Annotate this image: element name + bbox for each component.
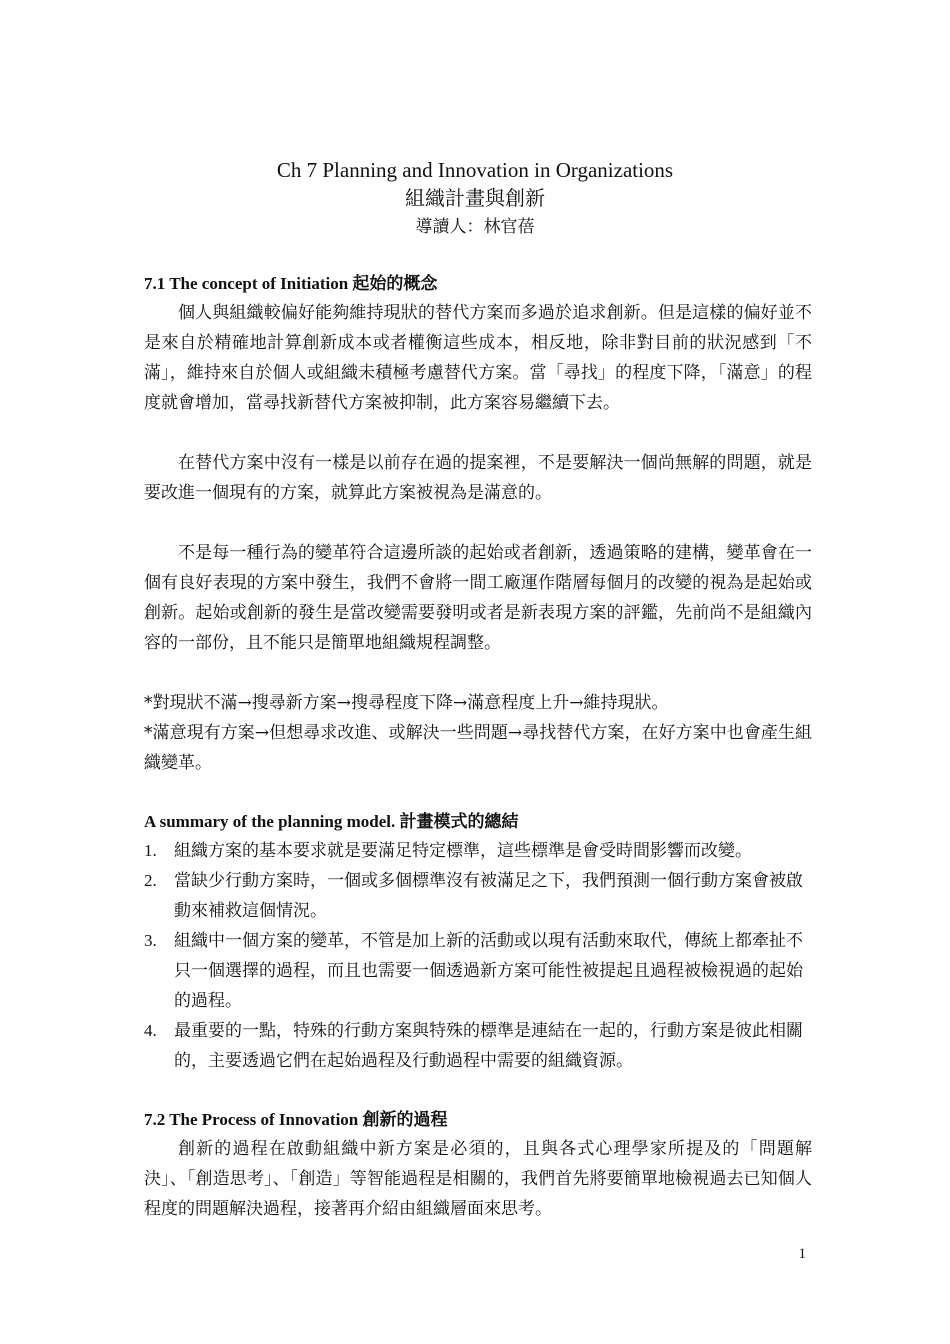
summary-heading-en: A summary of the planning model. (144, 812, 400, 831)
title-english: Ch 7 Planning and Innovation in Organizations (276, 158, 674, 182)
section-heading-en: 7.1 The concept of Initiation (144, 274, 353, 293)
list-number: 2. (144, 871, 157, 890)
spacer (144, 418, 812, 448)
list-number: 4. (144, 1021, 157, 1040)
title-block (0, 156, 950, 242)
list-text: 組織方案的基本要求就是要滿足特定標準，這些標準是會受時間影響而改變。 (174, 841, 752, 861)
section-heading-en: 7.2 The Process of Innovation (144, 1110, 363, 1129)
list-text: 組織中一個方案的變革，不管是加上新的活動或以現有活動來取代，傳統上都牽扯不只一個選擇的過程，而且也需要一個透過新方案可能性被提起且過程被檢視過的起始的過程。 (174, 931, 803, 1011)
list-text: 當缺少行動方案時，一個或多個標準沒有被滿足之下，我們預測一個行動方案會被啟動來補救這個情況。 (174, 871, 803, 921)
section-heading-zh: 起始的概念 (352, 274, 438, 294)
summary-heading-zh: 計畫模式的總結 (399, 812, 519, 832)
paragraph: 在替代方案中沒有一樣是以前存在過的提案裡，不是要解決一個尚無解的問題，就是要改進一個現有的方案，就算此方案被視為是滿意的。 (144, 453, 812, 503)
title-chinese: 組織計畫與創新 (405, 186, 545, 210)
paragraph: 創新的過程在啟動組織中新方案是必須的，且與各式心理學家所提及的「問題解決」、「創造思考」、「創造」等智能過程是相關的，我們首先將要簡單地檢視過去已知個人程度的問題解決過程，接著再介紹由組織層面來思考。 (144, 1139, 812, 1219)
spacer (144, 508, 812, 538)
paragraph: 個人與組織較偏好能夠維持現狀的替代方案而多過於追求創新。但是這樣的偏好並不是來自於精確地計算創新成本或者權衡這些成本，相反地，除非對目前的狀況感到「不滿」，維持來自於個人或組織未積極考慮替代方案。當「尋找」的程度下降，「滿意」的程度就會增加，當尋找新替代方案被抑制，此方案容易繼續下去。 (144, 303, 812, 413)
list-item (144, 866, 812, 926)
list-text: 最重要的一點，特殊的行動方案與特殊的標準是連結在一起的，行動方案是彼此相關的，主要透過它們在起始過程及行動過程中需要的組織資源。 (174, 1021, 803, 1071)
note: *對現狀不滿→搜尋新方案→搜尋程度下降→滿意程度上升→維持現狀。 (144, 693, 669, 713)
page-number: 1 (798, 1246, 806, 1262)
section-heading-zh: 創新的過程 (362, 1110, 448, 1130)
section-heading-7-1 (144, 270, 812, 298)
spacer (144, 1076, 812, 1106)
spacer (144, 778, 812, 808)
summary-list (144, 836, 812, 1076)
list-item (144, 926, 812, 1016)
spacer (144, 658, 812, 688)
list-item (144, 836, 812, 866)
list-number: 3. (144, 931, 157, 950)
section-heading-7-2 (144, 1106, 812, 1134)
document-body (144, 270, 812, 1224)
paragraph: 不是每一種行為的變革符合這邊所談的起始或者創新，透過策略的建構，變革會在一個有良好表現的方案中發生，我們不會將一間工廠運作階層每個月的改變的視為是起始或創新。起始或創新的發生是當改變需要發明或者是新表現方案的評鑑，先前尚不是組織內容的一部份，且不能只是簡單地組織規程調整。 (144, 543, 812, 653)
list-number: 1. (144, 841, 157, 860)
summary-heading (144, 808, 812, 836)
list-item (144, 1016, 812, 1076)
note: *滿意現有方案→但想尋求改進、或解決一些問題→尋找替代方案，在好方案中也會產生組織變革。 (144, 723, 812, 773)
reader-credit: 導讀人：林官蓓 (415, 217, 535, 237)
